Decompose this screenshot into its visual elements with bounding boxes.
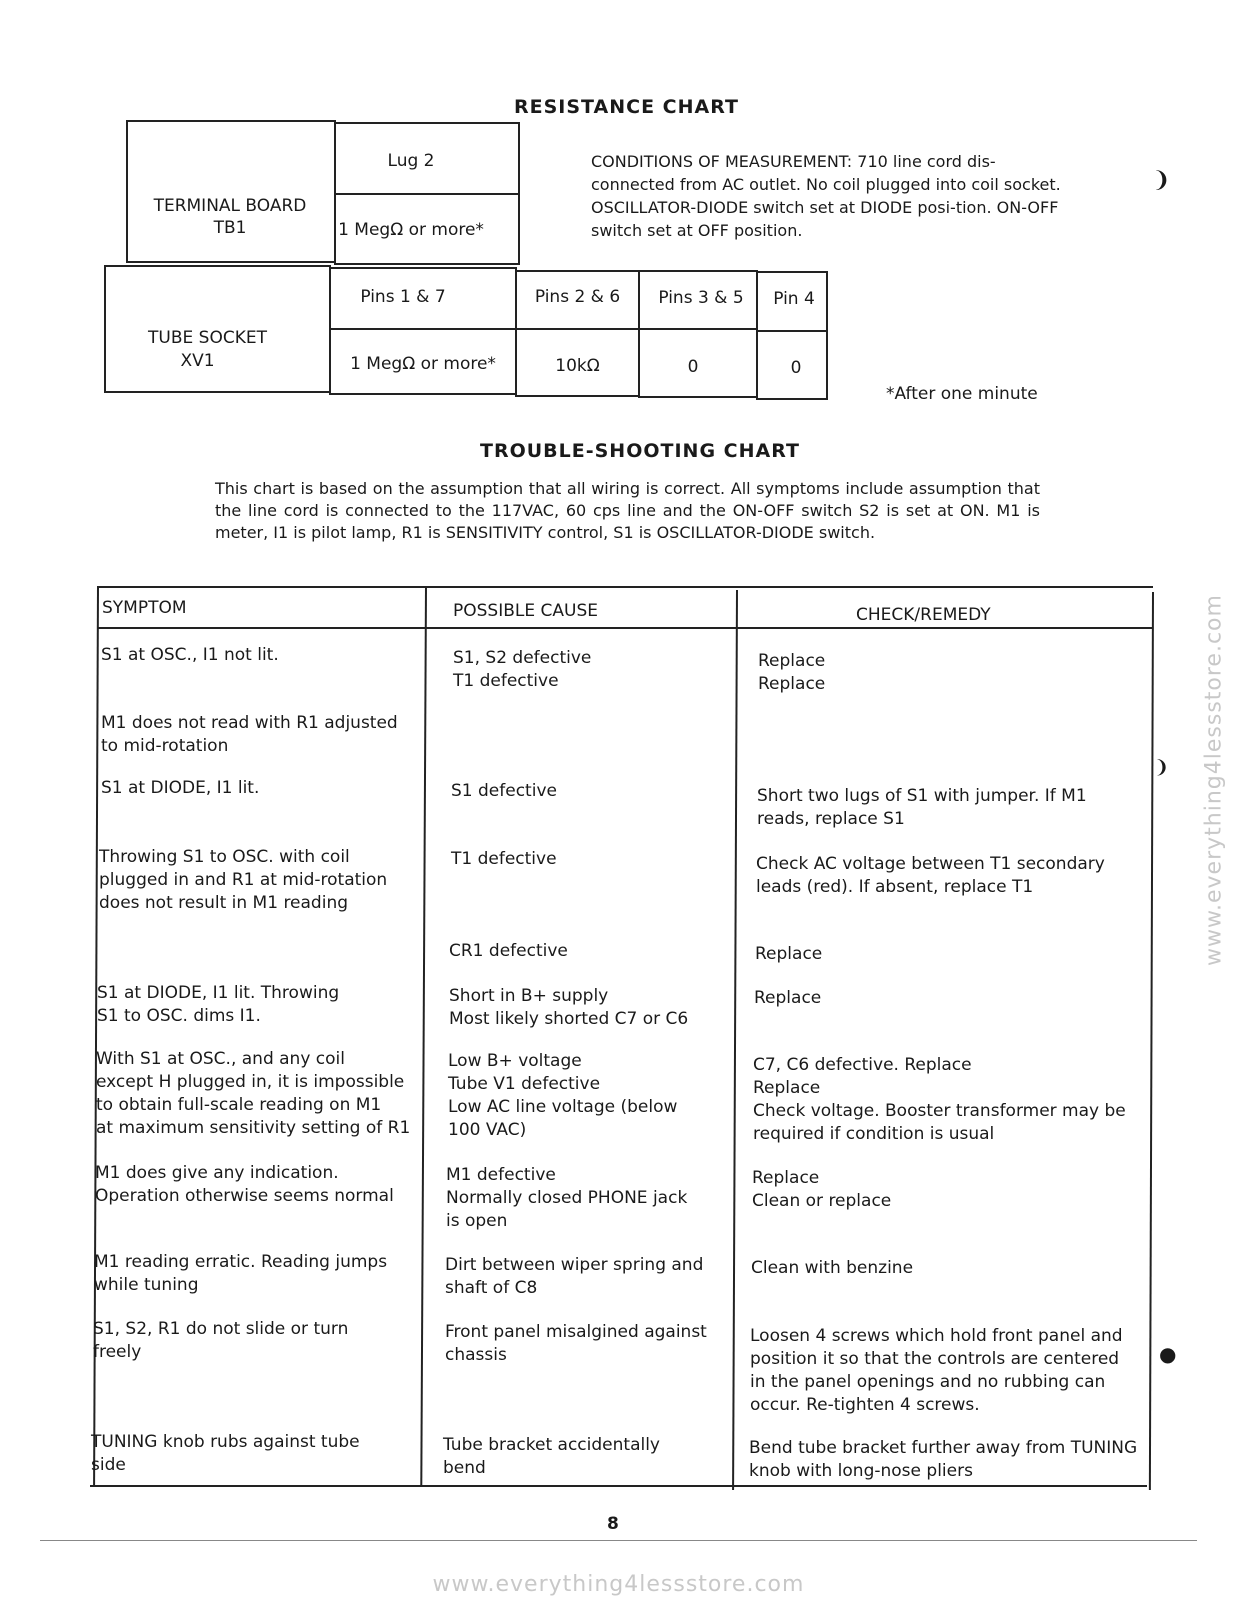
symptom-cell: S1 at DIODE, I1 lit. bbox=[101, 778, 260, 798]
tube-socket-value: 10kΩ bbox=[555, 356, 600, 376]
symptom-cell: With S1 at OSC., and any coil except H plugged in, it is impossible to obtain full-scale reading on M1 at maximum sensitivity setting of R1 bbox=[96, 1049, 411, 1138]
resistance-chart-title: RESISTANCE CHART bbox=[514, 96, 739, 118]
cause-cell: Short in B+ supply Most likely shorted C7 or C6 bbox=[449, 986, 689, 1029]
conditions-of-measurement: CONDITIONS OF MEASUREMENT: 710 line cord dis-connected from AC outlet. No coil plugged into coil socket. OSCILLATOR-DIODE switch set at DIODE posi-tion. ON-OFF switch set at OFF position. bbox=[591, 152, 1061, 240]
remedy-cell: Replace Replace bbox=[758, 651, 826, 694]
symptom-cell: S1 at DIODE, I1 lit. Throwing S1 to OSC. dims I1. bbox=[97, 983, 340, 1026]
tube-socket-label: TUBE SOCKET bbox=[148, 328, 267, 348]
trouble-chart-title: TROUBLE-SHOOTING CHART bbox=[480, 440, 800, 462]
terminal-board-value: 1 MegΩ or more* bbox=[338, 220, 484, 240]
terminal-board-column: Lug 2 bbox=[387, 151, 435, 171]
tube-socket-value: 0 bbox=[687, 357, 699, 377]
cause-cell: S1, S2 defective T1 defective bbox=[453, 648, 592, 691]
header-symptom: SYMPTOM bbox=[102, 598, 187, 618]
remedy-cell: Clean with benzine bbox=[751, 1258, 914, 1278]
tube-socket-column: Pins 3 & 5 bbox=[658, 288, 744, 308]
remedy-cell: Bend tube bracket further away from TUNING knob with long-nose pliers bbox=[749, 1438, 1138, 1481]
remedy-cell: Short two lugs of S1 with jumper. If M1 reads, replace S1 bbox=[757, 786, 1087, 829]
remedy-cell: Replace bbox=[754, 988, 822, 1008]
remedy-cell: Replace Clean or replace bbox=[752, 1168, 892, 1211]
tube-socket-value: 0 bbox=[790, 358, 802, 378]
terminal-board-label: TERMINAL BOARD bbox=[153, 196, 307, 216]
symptom-cell: TUNING knob rubs against tube side bbox=[91, 1432, 360, 1475]
remedy-cell: Replace bbox=[755, 944, 823, 964]
cause-cell: S1 defective bbox=[451, 781, 557, 801]
symptom-cell: S1, S2, R1 do not slide or turn freely bbox=[93, 1319, 349, 1362]
page-number: 8 bbox=[607, 1514, 619, 1534]
watermark-bottom: www.everything4lessstore.com bbox=[432, 1572, 805, 1597]
header-possible-cause: POSSIBLE CAUSE bbox=[453, 601, 598, 621]
symptom-cell: M1 reading erratic. Reading jumps while tuning bbox=[94, 1252, 388, 1295]
remedy-cell: C7, C6 defective. Replace Replace Check voltage. Booster transformer may be required if condition is usual bbox=[753, 1055, 1126, 1144]
binder-mark-icon: ● bbox=[1159, 1342, 1177, 1366]
trouble-chart-intro: This chart is based on the assumption that all wiring is correct. All symptoms include assumption that the line cord is connected to the 117VAC, 60 cps line and the ON-OFF switch S2 is set at ON. M1 is meter, I1 is pilot lamp, R1 is SENSITIVITY control, S1 is OSCILLATOR-DIODE switch. bbox=[215, 479, 1040, 542]
cause-cell: Tube bracket accidentally bend bbox=[443, 1435, 660, 1478]
cause-cell: T1 defective bbox=[451, 849, 557, 869]
symptom-cell: M1 does give any indication. Operation otherwise seems normal bbox=[95, 1163, 394, 1206]
watermark-side: www.everything4lessstore.com bbox=[1201, 594, 1227, 966]
tube-socket-column: Pins 1 & 7 bbox=[360, 287, 446, 307]
remedy-cell: Loosen 4 screws which hold front panel and position it so that the controls are centered in the panel openings and no rubbing can occur. Re-tighten 4 screws. bbox=[750, 1326, 1123, 1415]
symptom-cell: Throwing S1 to OSC. with coil plugged in and R1 at mid-rotation does not result in M1 reading bbox=[99, 847, 388, 913]
symptom-cell: M1 does not read with R1 adjusted to mid-rotation bbox=[101, 713, 398, 756]
cause-cell: Dirt between wiper spring and shaft of C8 bbox=[445, 1255, 704, 1298]
terminal-board-label-cell bbox=[126, 120, 336, 263]
cause-cell: M1 defective Normally closed PHONE jack is open bbox=[446, 1165, 688, 1231]
tube-socket-value: 1 MegΩ or more* bbox=[350, 354, 496, 374]
symptom-cell: S1 at OSC., I1 not lit. bbox=[101, 645, 279, 665]
table-header-rule bbox=[98, 627, 1153, 629]
table-top-border bbox=[98, 586, 1153, 588]
remedy-cell: Check AC voltage between T1 secondary leads (red). If absent, replace T1 bbox=[756, 854, 1105, 897]
terminal-board-id: TB1 bbox=[213, 218, 247, 238]
table-bottom-border bbox=[90, 1485, 1147, 1487]
header-check-remedy: CHECK/REMEDY bbox=[856, 605, 991, 625]
cause-cell: Low B+ voltage Tube V1 defective Low AC line voltage (below 100 VAC) bbox=[448, 1051, 678, 1140]
tube-socket-column: Pin 4 bbox=[773, 289, 815, 309]
table-divider-2 bbox=[732, 590, 738, 1490]
footer-rule bbox=[40, 1540, 1197, 1541]
footnote: *After one minute bbox=[886, 384, 1038, 404]
binder-mark-icon: ❩ bbox=[1152, 168, 1171, 193]
cause-cell: Front panel misalgined against chassis bbox=[445, 1322, 707, 1365]
cause-cell: CR1 defective bbox=[449, 941, 568, 961]
table-divider-1 bbox=[420, 586, 427, 1486]
binder-mark-icon: ❩ bbox=[1154, 757, 1170, 778]
tube-socket-id: XV1 bbox=[180, 351, 215, 371]
tube-socket-column: Pins 2 & 6 bbox=[534, 287, 621, 307]
table-right-border bbox=[1149, 592, 1154, 1490]
